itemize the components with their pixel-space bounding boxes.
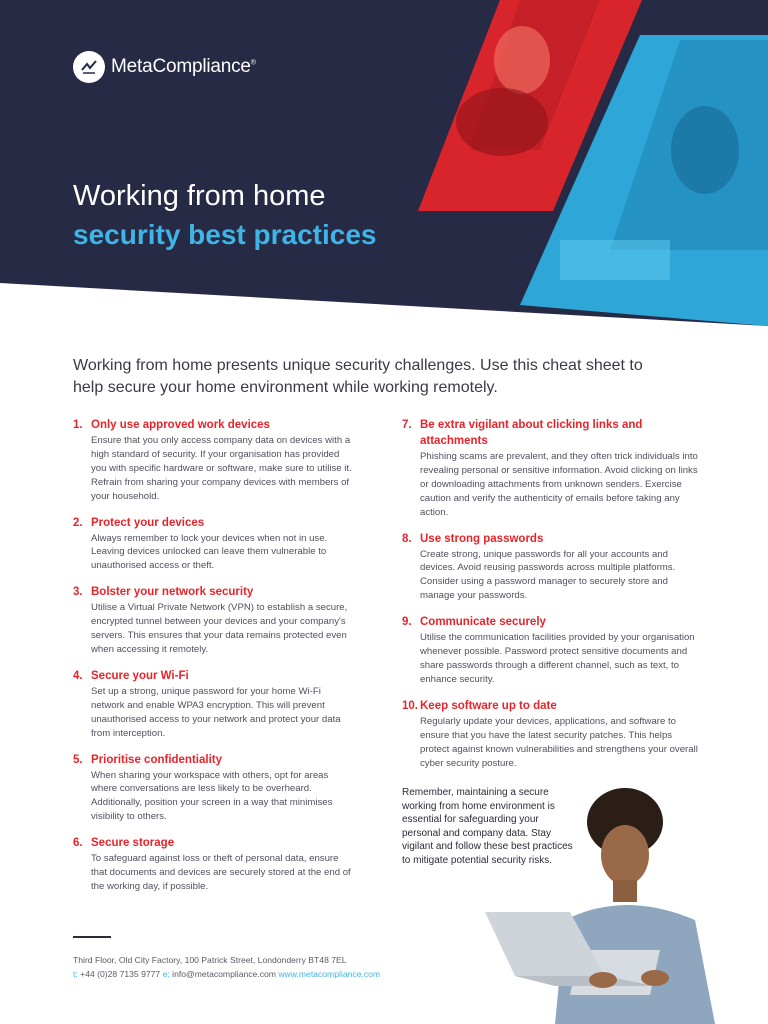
tip-title: Use strong passwords — [420, 532, 544, 545]
brand-name: MetaCompliance® — [111, 56, 256, 77]
brand-logo — [73, 51, 256, 83]
tip-title: Prioritise confidentiality — [91, 753, 222, 766]
page-title: Working from home — [73, 180, 326, 212]
tip-number: 2. — [73, 516, 83, 529]
tip-item — [73, 584, 353, 657]
tip-number: 3. — [73, 586, 83, 599]
tip-item — [402, 417, 702, 520]
page-subtitle: security best practices — [73, 219, 377, 250]
tips-right-column — [402, 417, 702, 781]
tip-body: Set up a strong, unique password for your home Wi-Fi network and enable WPA3 encryption. This will prevent unauthorised access to your network and protect your data from interception. — [91, 685, 341, 739]
tip-body: Utilise a Virtual Private Network (VPN) to establish a secure, encrypted tunnel between your devices and your company's servers. This ensures that your data remains protected even when accessing it remotely. — [91, 602, 348, 655]
tip-title: Protect your devices — [91, 516, 205, 529]
tip-body: When sharing your workspace with others, opt for areas where conversations are less likely to be overheard. Additionally, position your screen in a way that minimises visibility to others. — [91, 769, 333, 823]
tip-number: 7. — [402, 419, 412, 431]
tip-item — [73, 752, 353, 825]
tip-item — [73, 668, 353, 741]
footer-divider — [73, 936, 111, 938]
tip-body: Create strong, unique passwords for all your accounts and devices. Avoid reusing passwords across multiple platforms. Consider using a password manager to securely store and manage your passwords. — [420, 548, 676, 602]
tip-title: Be extra vigilant about clicking links and attachments — [420, 419, 643, 447]
tip-body: Regularly update your devices, applications, and software to ensure that you have the latest security patches. This helps protect against known vulnerabilities and strengthens your overall cyber security posture. — [420, 715, 698, 769]
tip-title: Communicate securely — [420, 616, 546, 629]
phone-number: +44 (0)28 7135 9777 — [80, 969, 161, 979]
tip-number: 9. — [402, 616, 412, 629]
person-with-laptop-image — [485, 780, 768, 1024]
tip-number: 8. — [402, 532, 412, 545]
tip-number: 10. — [402, 699, 418, 712]
tip-title: Secure storage — [91, 837, 175, 850]
tip-body: Utilise the communication facilities provided by your organisation whenever possible. Password protect sensitive documents and share passwords through a different channel, such as text, to enhance security. — [420, 632, 695, 685]
tip-body: Ensure that you only access company data on devices with a high standard of security. If your organisation has provided you with specific hardware or software, make sure to utilise it. Refrain from sharing your company devices with members of your household. — [91, 435, 352, 502]
phone-label: t: — [73, 969, 78, 979]
tip-body: Always remember to lock your devices when not in use. Leaving devices unlocked can leave them vulnerable to unauthorised access or theft. — [91, 532, 328, 572]
tip-body: To safeguard against loss or theft of personal data, ensure that documents and devices are securely stored at the end of the working day, if possible. — [91, 853, 351, 892]
tip-item — [402, 614, 702, 687]
tip-number: 5. — [73, 753, 83, 766]
tip-body: Phishing scams are prevalent, and they often trick individuals into revealing personal or sensitive information. Avoid clicking on links or downloading attachments from unknown senders. Exercise caution and verify the authenticity of emails before taking any action. — [420, 451, 698, 518]
tip-number: 6. — [73, 837, 83, 850]
tip-title: Only use approved work devices — [91, 419, 270, 431]
tip-number: 1. — [73, 419, 83, 431]
logo-mark-icon — [73, 51, 105, 83]
tip-item — [402, 698, 702, 771]
tip-title: Bolster your network security — [91, 586, 254, 599]
tip-title: Secure your Wi-Fi — [91, 669, 189, 682]
tip-item — [73, 515, 353, 574]
tip-item — [402, 531, 702, 604]
email-link[interactable]: info@metacompliance.com — [172, 969, 276, 979]
intro-paragraph: Working from home presents unique security challenges. Use this cheat sheet to help secure your home environment while working remotely. — [73, 357, 643, 396]
footer-address: Third Floor, Old City Factory, 100 Patrick Street, Londonderry BT48 7EL — [73, 955, 347, 965]
remember-note: Remember, maintaining a secure working from home environment is essential for safeguarding your personal and company data. Stay vigilant and follow these best practices to mitigate potential security risks. — [402, 787, 573, 866]
tip-item — [73, 417, 353, 504]
tips-left-column — [73, 417, 353, 905]
website-link[interactable]: www.metacompliance.com — [278, 969, 381, 979]
tip-number: 4. — [73, 669, 83, 682]
tip-title: Keep software up to date — [420, 699, 557, 712]
email-label: e: — [162, 969, 170, 979]
tip-item — [73, 835, 353, 894]
footer-contact — [73, 969, 380, 979]
